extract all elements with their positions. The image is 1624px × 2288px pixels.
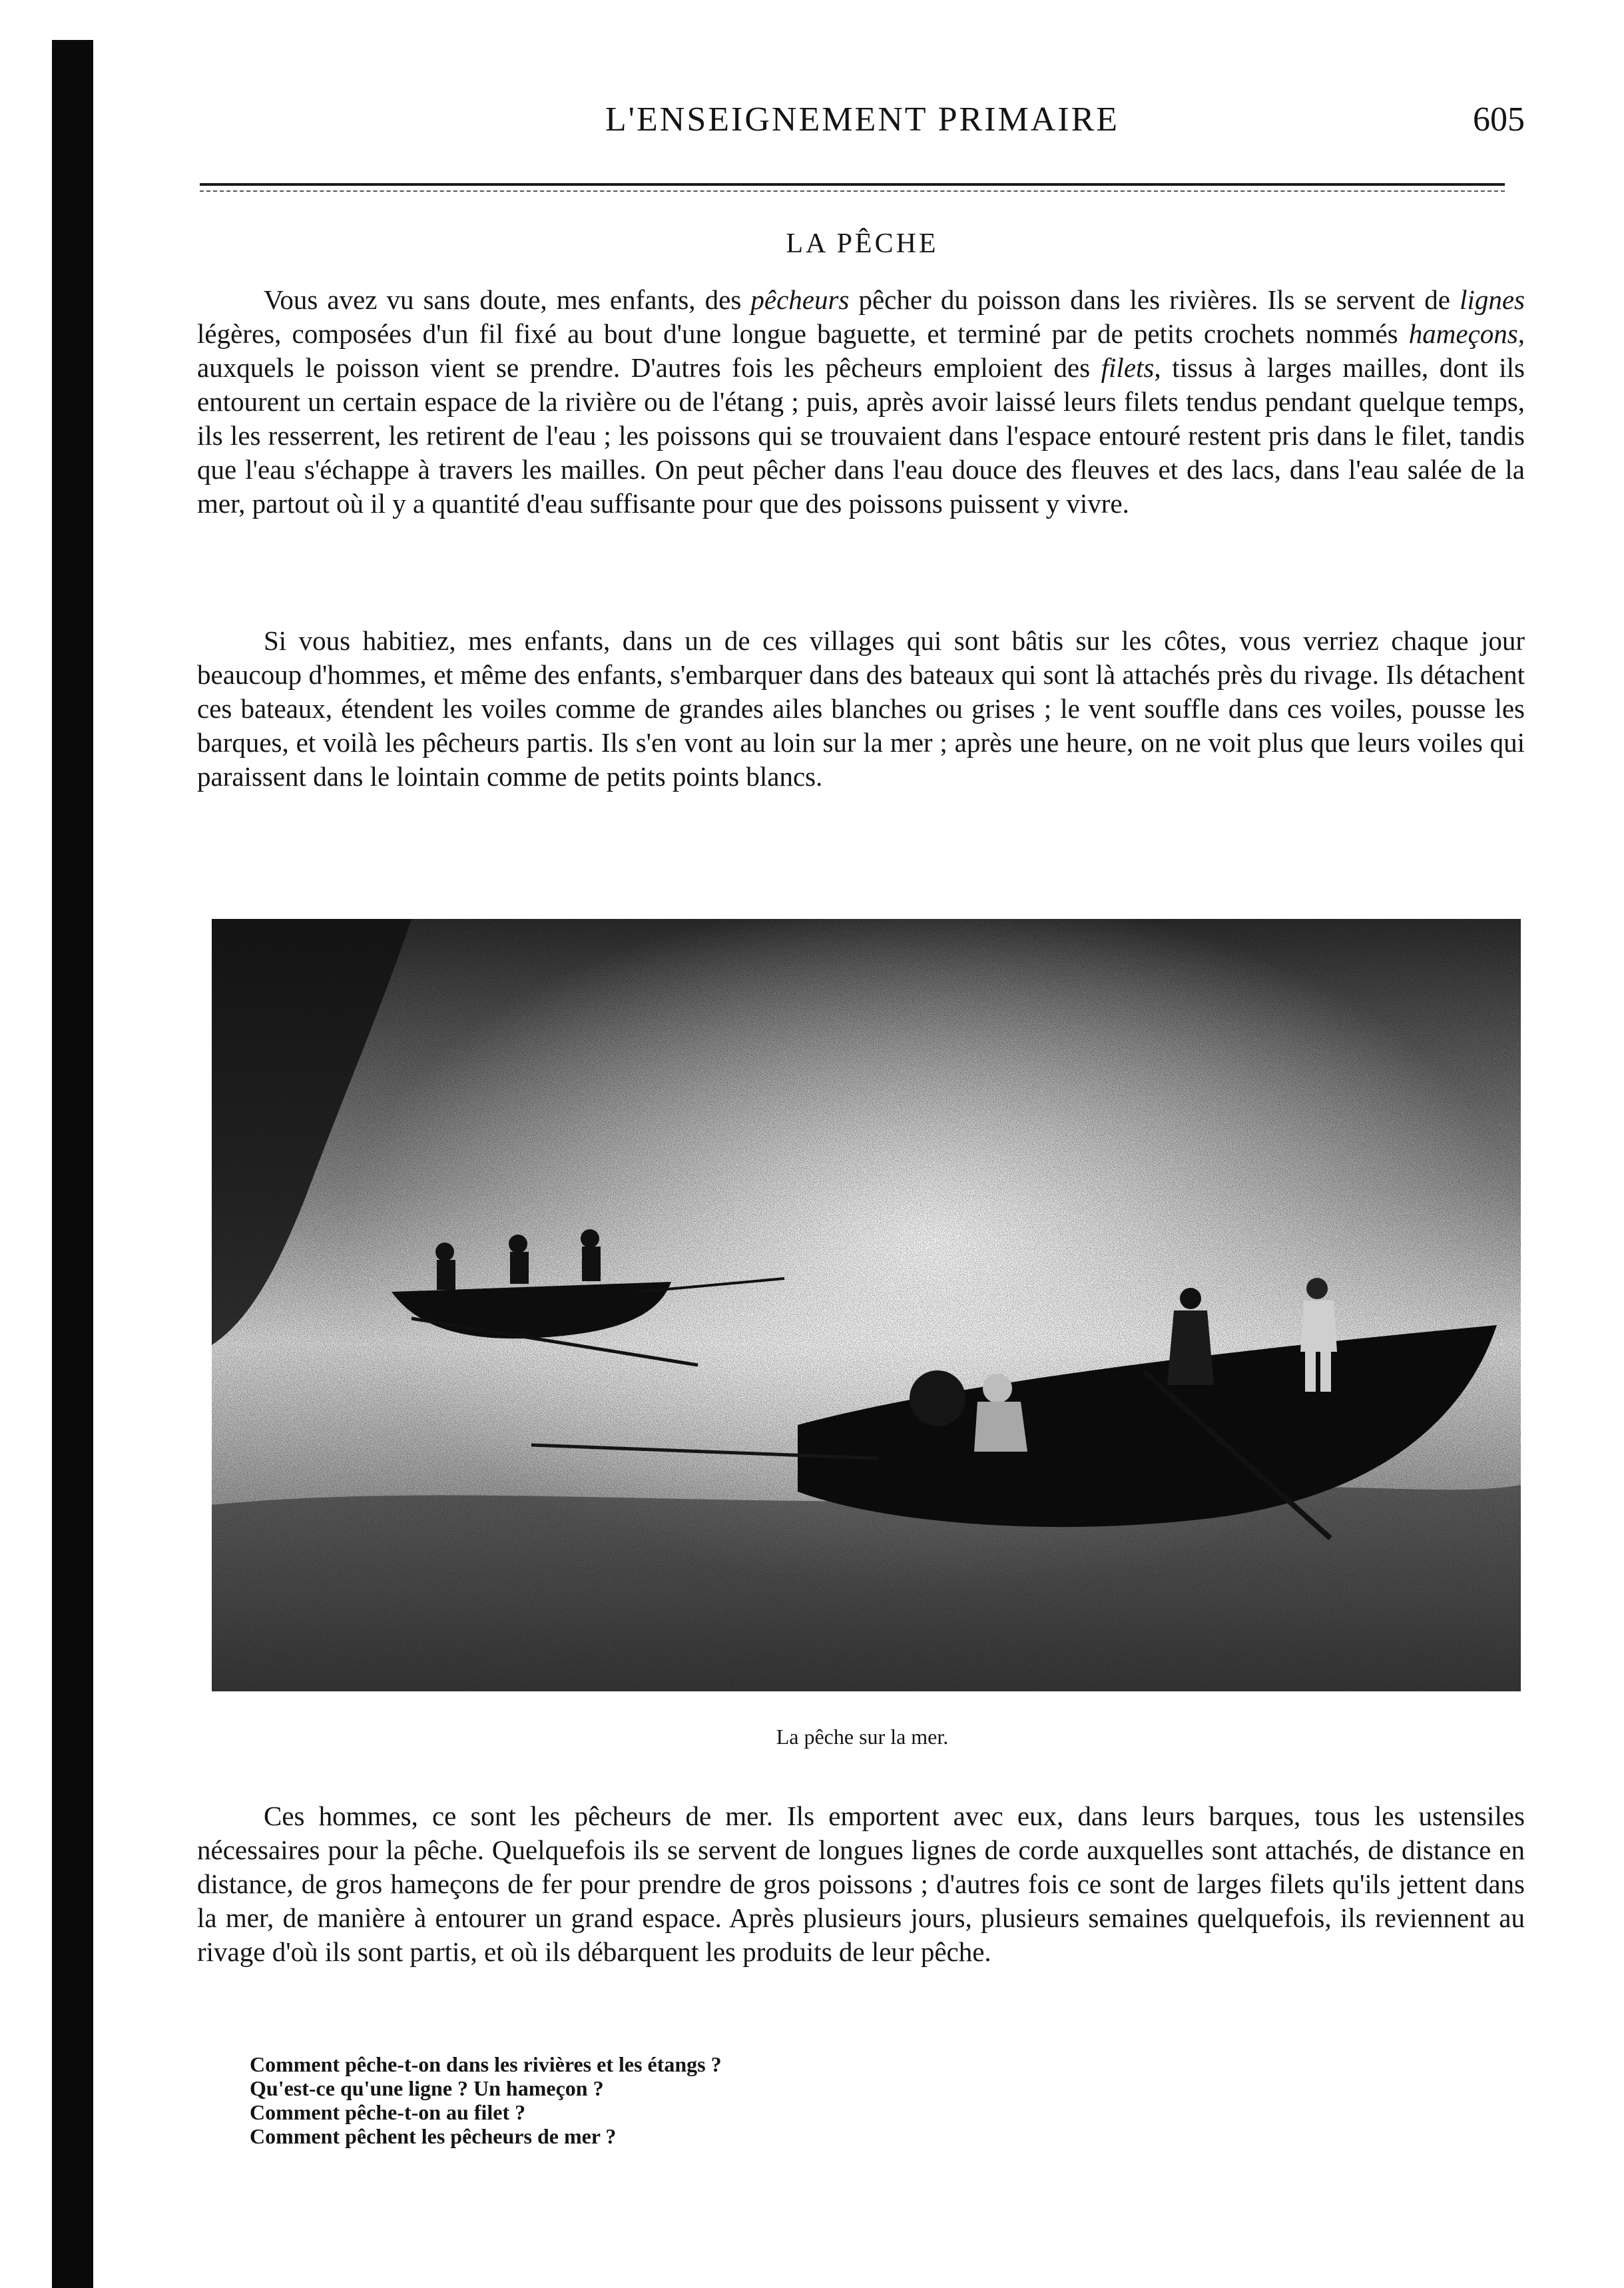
- dark-water-band: [212, 1485, 1521, 1691]
- illustration-caption: La pêche sur la mer.: [776, 1725, 949, 1749]
- question-item: Comment pêchent les pêcheurs de mer ?: [250, 2124, 617, 2148]
- paragraph-2: Si vous habitiez, mes enfants, dans un de ces villages qui sont bâtis sur les côtes, vous verriez chaque jour beaucoup d'hommes, et même des enfants, s'embarquer dans des bateaux qui sont là attachés près du rivage. Ils détachent ces bateaux, étendent les voiles comme de grandes ailes blanches ou grises ; le vent souffle dans ces voiles, pousse les barques, et voilà les pêcheurs partis. Ils s'en vont au loin sur la mer ; après une heure, on ne voit plus que leurs voiles qui paraissent dans le lointain comme de petits points blancs.: [197, 625, 1525, 792]
- header-rule-secondary: [200, 190, 1505, 192]
- page-binding-edge: [52, 40, 93, 2288]
- running-title: L'ENSEIGNEMENT PRIMAIRE: [605, 101, 1120, 139]
- paragraph-3: Ces hommes, ce sont les pêcheurs de mer. Ils emportent avec eux, dans leurs barques, tous les ustensiles nécessaires pour la pêche. Quelquefois ils se servent de longues lignes de corde auxquelles sont attachés, de distance en distance, de gros hameçons de fer pour prendre de gros poissons ; d'autres fois ce sont de larges filets qu'ils jettent dans la mer, de manière à entourer un grand espace. Après plusieurs jours, plusieurs semaines quelquefois, ils reviennent au rivage d'où ils sont partis, et où ils débarquent les produits de leur pêche.: [197, 1801, 1525, 1967]
- paragraph-1-text-c: légères, composées d'un fil fixé au bout d'une longue baguette, et terminé par de petits crochets nommés: [197, 318, 1409, 349]
- term-hamecons: hameçons: [1408, 318, 1518, 349]
- paragraph-1-text-a: Vous avez vu sans doute, mes enfants, des: [264, 284, 751, 315]
- paragraph-1-text-b: pêcher du poisson dans les rivières. Ils se servent de: [849, 284, 1460, 315]
- paragraph-1-text-e: , tissus à larges mailles, dont ils entourent un certain espace de la rivière ou de l'étang ; puis, après avoir laissé leurs filets tendus pendant quelque temps, ils les resserrent, les retirent de l'eau ; les poissons qui se trouvaient dans l'espace entouré restent pris dans le filet, tandis que l'eau s'échappe à travers les mailles. On peut pêcher dans l'eau douce des fleuves et des lacs, dans l'eau salée de la mer, partout où il y a quantité d'eau suffisante pour que des poissons puissent y vivre.: [197, 352, 1525, 519]
- term-lignes: lignes: [1460, 284, 1525, 315]
- review-questions: [250, 2052, 1315, 2148]
- paragraph-1: [197, 283, 1525, 521]
- page-number: 605: [1473, 101, 1525, 139]
- question-item: Comment pêche-t-on au filet ?: [250, 2100, 526, 2124]
- term-pecheurs: pêcheurs: [750, 284, 850, 315]
- question-item: Comment pêche-t-on dans les rivières et les étangs ?: [250, 2052, 722, 2076]
- term-filets: filets: [1101, 352, 1155, 383]
- question-item: Qu'est-ce qu'une ligne ? Un hameçon ?: [250, 2076, 604, 2100]
- paragraph-1-text-d: , auxquels le poisson vient se prendre. D'autres fois les pêcheurs emploient des: [197, 318, 1525, 383]
- article-title: LA PÊCHE: [786, 228, 939, 259]
- sea-fishing-illustration: [212, 919, 1521, 1691]
- header-rule: [200, 183, 1505, 186]
- running-header: [200, 100, 1525, 153]
